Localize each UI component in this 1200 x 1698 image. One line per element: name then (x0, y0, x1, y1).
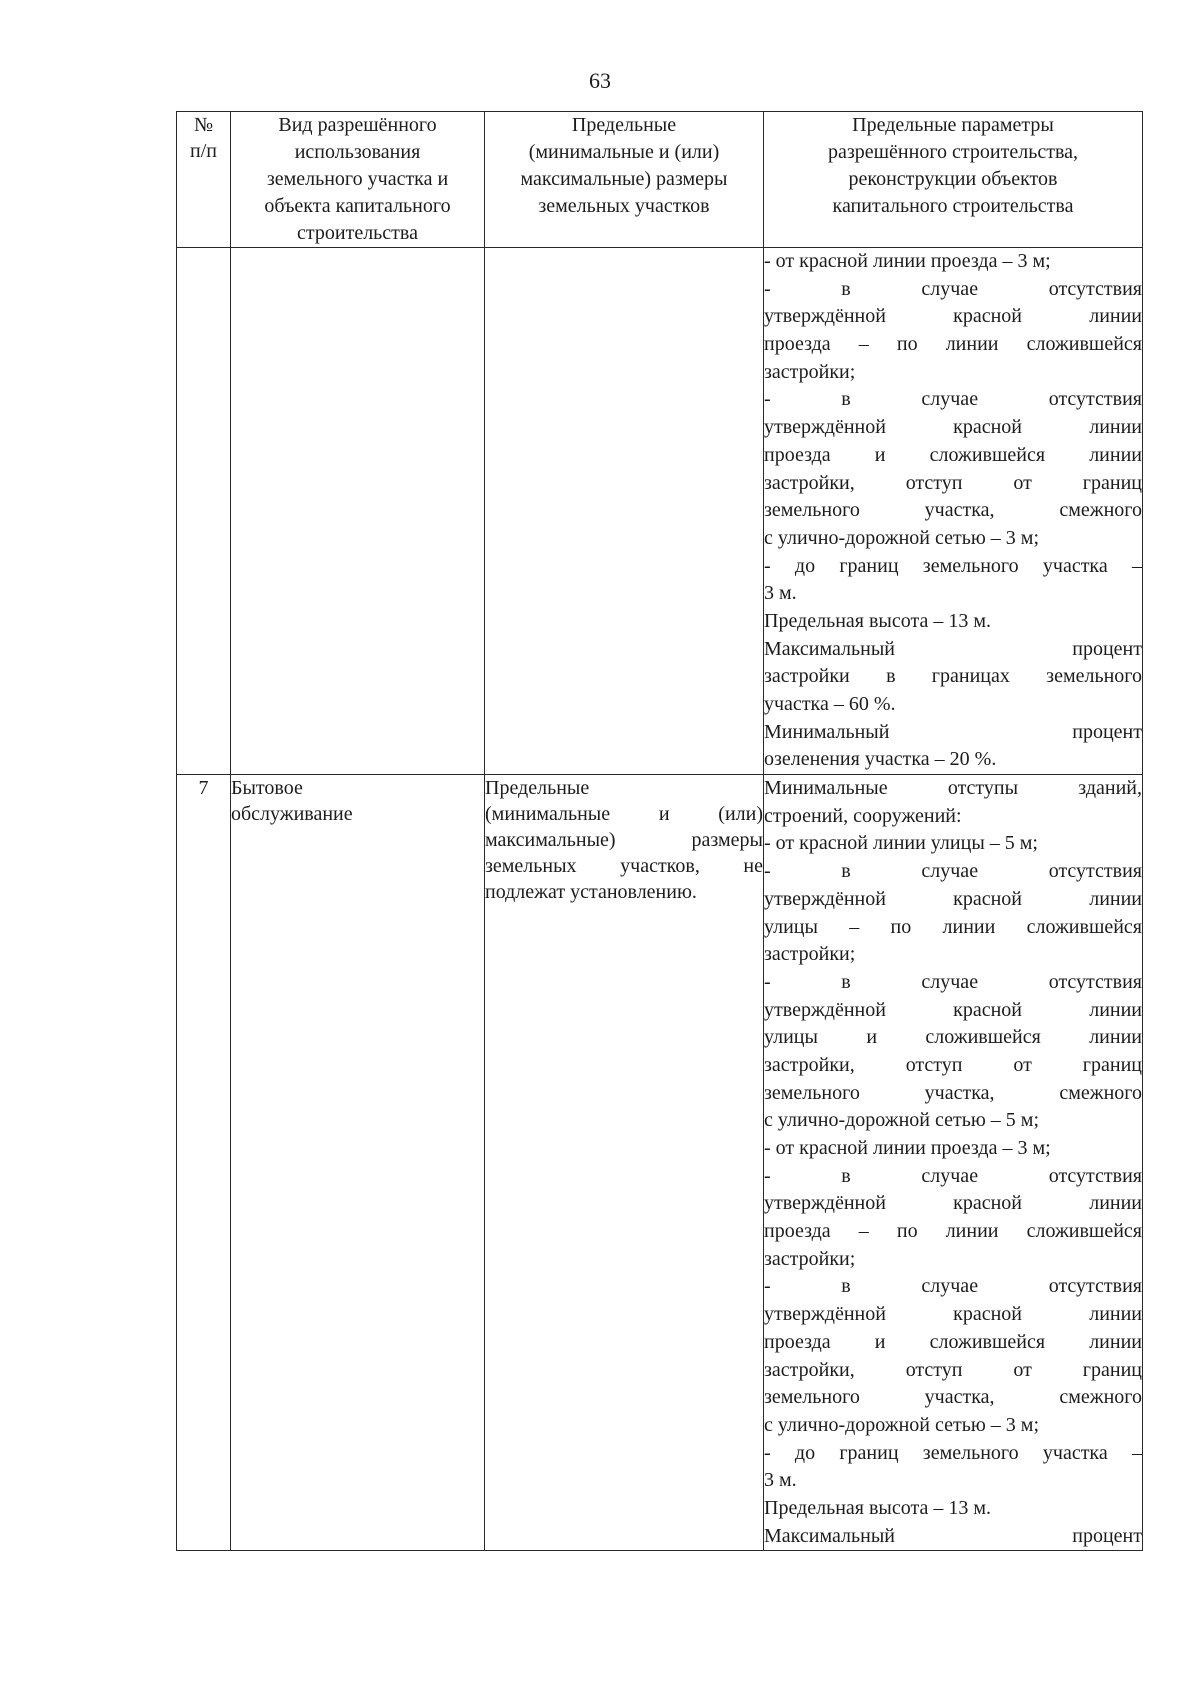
text-line: - до границ земельного участка – (764, 554, 1142, 577)
params-cell (764, 248, 1143, 775)
header-line: (минимальные и (или) (528, 141, 720, 163)
text-line: застройки, отступ от границ (764, 1358, 1142, 1381)
plot-sizes-cell (485, 248, 764, 775)
text-line: подлежат установлению. (485, 881, 697, 904)
header-line: использования (294, 141, 421, 163)
text-line: проезда – по линии сложившейся (764, 1220, 1142, 1243)
text-line: земельных участков, не (485, 855, 763, 878)
text-line: - в случае отсутствия (764, 1275, 1142, 1298)
row-number: 7 (177, 775, 231, 1551)
header-line: Предельные параметры (852, 114, 1054, 136)
header-line: Вид разрешённого (278, 114, 437, 136)
header-line: капитального строительства (832, 195, 1074, 217)
plot-sizes-cell (485, 775, 764, 1551)
header-line: разрешённого строительства, (828, 141, 1078, 163)
text-line: Предельные (485, 777, 590, 800)
header-line: земельного участка и (266, 168, 449, 190)
text-line: - от красной линии улицы – 5 м; (764, 832, 1038, 855)
table-header-row (177, 112, 1143, 248)
text-line: улицы – по линии сложившейся (764, 915, 1142, 938)
text-line: с улично-дорожной сетью – 3 м; (764, 1413, 1040, 1436)
text-line: застройки в границах земельного (764, 665, 1142, 688)
text-line: Бытовое (231, 777, 303, 800)
header-line: п/п (190, 140, 217, 162)
text-line: участка – 60 %. (764, 693, 896, 715)
text-line: земельного участка, смежного (764, 1081, 1142, 1104)
text-line: земельного участка, смежного (764, 499, 1142, 522)
text-line: застройки; (764, 943, 856, 966)
header-line: реконструкции объектов (848, 168, 1058, 190)
header-line: № (193, 114, 214, 136)
text-line: проезда – по линии сложившейся (764, 333, 1142, 356)
text-line: 3 м. (764, 1469, 797, 1492)
header-line: объекта капитального (264, 195, 451, 217)
use-type-cell (231, 775, 485, 1551)
text-line: утверждённой красной линии (764, 1192, 1142, 1215)
header-line: максимальные) размеры (520, 168, 728, 190)
text-line: проезда и сложившейся линии (764, 443, 1142, 466)
table-row (177, 775, 1143, 1551)
text-line: с улично-дорожной сетью – 3 м; (764, 526, 1040, 549)
text-line: утверждённой красной линии (764, 305, 1142, 328)
header-num (177, 112, 231, 248)
text-line: утверждённой красной линии (764, 998, 1142, 1021)
header-line: строительства (297, 222, 418, 244)
text-line: - от красной линии проезда – 3 м; (764, 1137, 1051, 1159)
text-line: обслуживание (231, 803, 353, 826)
row-number (177, 248, 231, 775)
text-line: Предельная высота – 13 м. (764, 1496, 992, 1519)
text-line: строений, сооружений: (764, 804, 962, 827)
text-line: застройки; (764, 360, 856, 383)
text-line: Максимальный процент (764, 637, 1142, 660)
text-line: - в случае отсутствия (764, 388, 1142, 411)
text-line: Предельная высота – 13 м. (764, 609, 992, 632)
header-line: Предельные (571, 114, 677, 136)
text-line: застройки, отступ от границ (764, 471, 1142, 494)
text-line: земельного участка, смежного (764, 1386, 1142, 1409)
text-line: - в случае отсутствия (764, 1164, 1142, 1187)
header-params (764, 112, 1143, 248)
params-cell (764, 775, 1143, 1551)
text-line: застройки, отступ от границ (764, 1053, 1142, 1076)
text-line: - до границ земельного участка – (764, 1441, 1142, 1464)
text-line: (минимальные и (или) (485, 803, 763, 826)
text-line: утверждённой красной линии (764, 416, 1142, 439)
header-use-type (231, 112, 485, 248)
text-line: застройки; (764, 1247, 856, 1270)
text-line: с улично-дорожной сетью – 5 м; (764, 1109, 1040, 1132)
text-line: 3 м. (764, 582, 797, 605)
use-type-cell (231, 248, 485, 775)
text-line: утверждённой красной линии (764, 1303, 1142, 1326)
text-line: улицы и сложившейся линии (764, 1026, 1142, 1049)
text-line: - в случае отсутствия (764, 277, 1142, 300)
header-plot-sizes (485, 112, 764, 248)
text-line: утверждённой красной линии (764, 887, 1142, 910)
header-line: земельных участков (538, 195, 710, 217)
text-line: Минимальные отступы зданий, (764, 777, 1142, 800)
regulations-table (176, 111, 1143, 1551)
page-number: 63 (589, 68, 611, 93)
text-line: Минимальный процент (764, 720, 1142, 743)
text-line: максимальные) размеры (485, 829, 763, 852)
text-line: - в случае отсутствия (764, 860, 1142, 883)
text-line: Максимальный процент (764, 1524, 1142, 1547)
text-line: проезда и сложившейся линии (764, 1330, 1142, 1353)
table-row (177, 248, 1143, 775)
text-line: - от красной линии проезда – 3 м; (764, 250, 1051, 272)
text-line: - в случае отсутствия (764, 970, 1142, 993)
text-line: озеленения участка – 20 %. (764, 748, 997, 771)
